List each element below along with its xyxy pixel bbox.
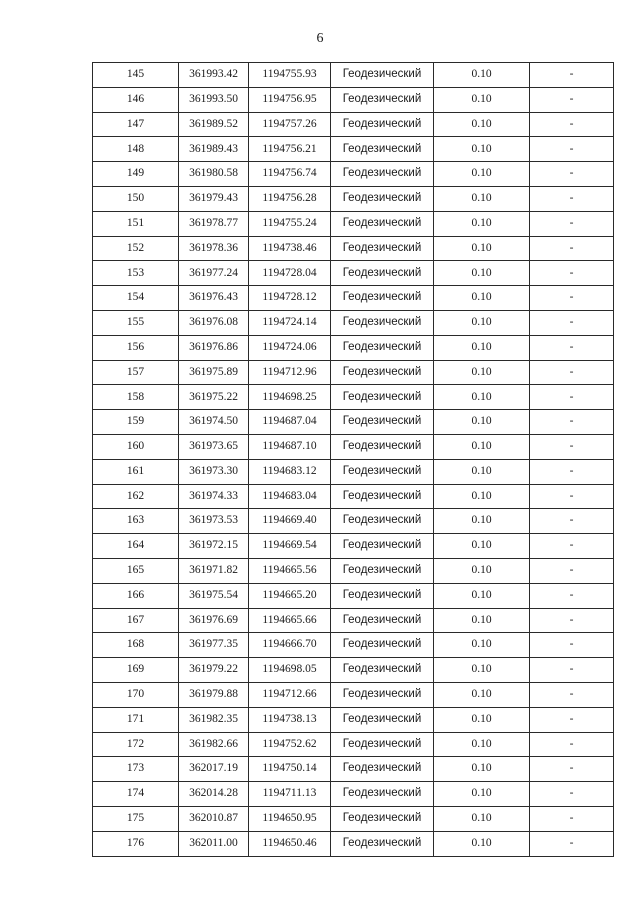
method-cell: Геодезический [331, 732, 434, 757]
table-row [93, 682, 614, 707]
point-number-cell: 157 [93, 360, 179, 385]
table-row [93, 360, 614, 385]
x-coordinate-cell: 361993.50 [179, 87, 249, 112]
y-coordinate-cell: 1194728.12 [249, 286, 331, 311]
table-row [93, 459, 614, 484]
table-row [93, 186, 614, 211]
x-coordinate-cell: 361973.53 [179, 509, 249, 534]
y-coordinate-cell: 1194650.46 [249, 831, 331, 856]
accuracy-cell: 0.10 [434, 732, 530, 757]
point-number-cell: 152 [93, 236, 179, 261]
y-coordinate-cell: 1194711.13 [249, 782, 331, 807]
note-cell: - [530, 682, 614, 707]
accuracy-cell: 0.10 [434, 162, 530, 187]
table-row [93, 633, 614, 658]
method-cell: Геодезический [331, 558, 434, 583]
y-coordinate-cell: 1194738.13 [249, 707, 331, 732]
note-cell: - [530, 286, 614, 311]
y-coordinate-cell: 1194687.10 [249, 434, 331, 459]
table-row [93, 335, 614, 360]
y-coordinate-cell: 1194756.28 [249, 186, 331, 211]
note-cell: - [530, 732, 614, 757]
method-cell: Геодезический [331, 707, 434, 732]
y-coordinate-cell: 1194728.04 [249, 261, 331, 286]
table-row [93, 732, 614, 757]
method-cell: Геодезический [331, 410, 434, 435]
method-cell: Геодезический [331, 434, 434, 459]
note-cell: - [530, 534, 614, 559]
accuracy-cell: 0.10 [434, 558, 530, 583]
accuracy-cell: 0.10 [434, 707, 530, 732]
x-coordinate-cell: 361974.50 [179, 410, 249, 435]
point-number-cell: 146 [93, 87, 179, 112]
accuracy-cell: 0.10 [434, 806, 530, 831]
point-number-cell: 155 [93, 310, 179, 335]
x-coordinate-cell: 361993.42 [179, 63, 249, 88]
method-cell: Геодезический [331, 162, 434, 187]
x-coordinate-cell: 361976.69 [179, 608, 249, 633]
y-coordinate-cell: 1194738.46 [249, 236, 331, 261]
point-number-cell: 150 [93, 186, 179, 211]
table-row [93, 162, 614, 187]
x-coordinate-cell: 361973.65 [179, 434, 249, 459]
note-cell: - [530, 360, 614, 385]
x-coordinate-cell: 361982.35 [179, 707, 249, 732]
table-row [93, 583, 614, 608]
point-number-cell: 170 [93, 682, 179, 707]
x-coordinate-cell: 362010.87 [179, 806, 249, 831]
x-coordinate-cell: 361975.89 [179, 360, 249, 385]
point-number-cell: 159 [93, 410, 179, 435]
method-cell: Геодезический [331, 335, 434, 360]
coordinates-table-body [93, 63, 614, 857]
note-cell: - [530, 757, 614, 782]
point-number-cell: 176 [93, 831, 179, 856]
table-row [93, 534, 614, 559]
y-coordinate-cell: 1194750.14 [249, 757, 331, 782]
x-coordinate-cell: 361976.08 [179, 310, 249, 335]
note-cell: - [530, 211, 614, 236]
x-coordinate-cell: 361982.66 [179, 732, 249, 757]
table-row [93, 236, 614, 261]
point-number-cell: 167 [93, 608, 179, 633]
table-row [93, 112, 614, 137]
point-number-cell: 154 [93, 286, 179, 311]
x-coordinate-cell: 361978.36 [179, 236, 249, 261]
x-coordinate-cell: 361976.43 [179, 286, 249, 311]
y-coordinate-cell: 1194724.06 [249, 335, 331, 360]
table-row [93, 782, 614, 807]
note-cell: - [530, 310, 614, 335]
table-row [93, 286, 614, 311]
table-row [93, 806, 614, 831]
method-cell: Геодезический [331, 137, 434, 162]
x-coordinate-cell: 361989.52 [179, 112, 249, 137]
point-number-cell: 158 [93, 385, 179, 410]
note-cell: - [530, 63, 614, 88]
note-cell: - [530, 137, 614, 162]
x-coordinate-cell: 361978.77 [179, 211, 249, 236]
method-cell: Геодезический [331, 186, 434, 211]
table-row [93, 137, 614, 162]
note-cell: - [530, 410, 614, 435]
table-row [93, 608, 614, 633]
accuracy-cell: 0.10 [434, 410, 530, 435]
method-cell: Геодезический [331, 682, 434, 707]
method-cell: Геодезический [331, 211, 434, 236]
method-cell: Геодезический [331, 509, 434, 534]
accuracy-cell: 0.10 [434, 87, 530, 112]
x-coordinate-cell: 361973.30 [179, 459, 249, 484]
method-cell: Геодезический [331, 112, 434, 137]
method-cell: Геодезический [331, 385, 434, 410]
accuracy-cell: 0.10 [434, 286, 530, 311]
x-coordinate-cell: 361977.35 [179, 633, 249, 658]
method-cell: Геодезический [331, 608, 434, 633]
point-number-cell: 168 [93, 633, 179, 658]
point-number-cell: 145 [93, 63, 179, 88]
y-coordinate-cell: 1194755.93 [249, 63, 331, 88]
method-cell: Геодезический [331, 782, 434, 807]
accuracy-cell: 0.10 [434, 186, 530, 211]
note-cell: - [530, 162, 614, 187]
y-coordinate-cell: 1194698.25 [249, 385, 331, 410]
page-number: 6 [316, 31, 324, 46]
note-cell: - [530, 608, 614, 633]
method-cell: Геодезический [331, 360, 434, 385]
note-cell: - [530, 583, 614, 608]
method-cell: Геодезический [331, 286, 434, 311]
point-number-cell: 147 [93, 112, 179, 137]
note-cell: - [530, 782, 614, 807]
x-coordinate-cell: 361971.82 [179, 558, 249, 583]
accuracy-cell: 0.10 [434, 484, 530, 509]
y-coordinate-cell: 1194755.24 [249, 211, 331, 236]
table-row [93, 87, 614, 112]
note-cell: - [530, 633, 614, 658]
point-number-cell: 160 [93, 434, 179, 459]
accuracy-cell: 0.10 [434, 757, 530, 782]
method-cell: Геодезический [331, 236, 434, 261]
note-cell: - [530, 385, 614, 410]
accuracy-cell: 0.10 [434, 534, 530, 559]
method-cell: Геодезический [331, 831, 434, 856]
method-cell: Геодезический [331, 806, 434, 831]
note-cell: - [530, 484, 614, 509]
note-cell: - [530, 261, 614, 286]
note-cell: - [530, 558, 614, 583]
method-cell: Геодезический [331, 63, 434, 88]
accuracy-cell: 0.10 [434, 782, 530, 807]
x-coordinate-cell: 361972.15 [179, 534, 249, 559]
y-coordinate-cell: 1194756.21 [249, 137, 331, 162]
accuracy-cell: 0.10 [434, 385, 530, 410]
note-cell: - [530, 236, 614, 261]
table-row [93, 410, 614, 435]
point-number-cell: 164 [93, 534, 179, 559]
y-coordinate-cell: 1194683.12 [249, 459, 331, 484]
note-cell: - [530, 459, 614, 484]
y-coordinate-cell: 1194752.62 [249, 732, 331, 757]
x-coordinate-cell: 362011.00 [179, 831, 249, 856]
y-coordinate-cell: 1194650.95 [249, 806, 331, 831]
accuracy-cell: 0.10 [434, 137, 530, 162]
accuracy-cell: 0.10 [434, 434, 530, 459]
table-row [93, 658, 614, 683]
point-number-cell: 162 [93, 484, 179, 509]
accuracy-cell: 0.10 [434, 583, 530, 608]
point-number-cell: 175 [93, 806, 179, 831]
note-cell: - [530, 87, 614, 112]
accuracy-cell: 0.10 [434, 509, 530, 534]
y-coordinate-cell: 1194757.26 [249, 112, 331, 137]
y-coordinate-cell: 1194683.04 [249, 484, 331, 509]
y-coordinate-cell: 1194665.56 [249, 558, 331, 583]
x-coordinate-cell: 362017.19 [179, 757, 249, 782]
table-row [93, 831, 614, 856]
y-coordinate-cell: 1194665.20 [249, 583, 331, 608]
x-coordinate-cell: 361977.24 [179, 261, 249, 286]
accuracy-cell: 0.10 [434, 608, 530, 633]
table-row [93, 509, 614, 534]
note-cell: - [530, 509, 614, 534]
accuracy-cell: 0.10 [434, 261, 530, 286]
accuracy-cell: 0.10 [434, 831, 530, 856]
method-cell: Геодезический [331, 484, 434, 509]
method-cell: Геодезический [331, 534, 434, 559]
point-number-cell: 172 [93, 732, 179, 757]
method-cell: Геодезический [331, 87, 434, 112]
point-number-cell: 153 [93, 261, 179, 286]
x-coordinate-cell: 361979.88 [179, 682, 249, 707]
y-coordinate-cell: 1194687.04 [249, 410, 331, 435]
x-coordinate-cell: 361976.86 [179, 335, 249, 360]
y-coordinate-cell: 1194712.96 [249, 360, 331, 385]
point-number-cell: 148 [93, 137, 179, 162]
point-number-cell: 165 [93, 558, 179, 583]
method-cell: Геодезический [331, 658, 434, 683]
point-number-cell: 151 [93, 211, 179, 236]
y-coordinate-cell: 1194712.66 [249, 682, 331, 707]
table-row [93, 63, 614, 88]
accuracy-cell: 0.10 [434, 633, 530, 658]
x-coordinate-cell: 361974.33 [179, 484, 249, 509]
note-cell: - [530, 831, 614, 856]
point-number-cell: 169 [93, 658, 179, 683]
accuracy-cell: 0.10 [434, 112, 530, 137]
y-coordinate-cell: 1194724.14 [249, 310, 331, 335]
table-row [93, 310, 614, 335]
y-coordinate-cell: 1194756.74 [249, 162, 331, 187]
accuracy-cell: 0.10 [434, 658, 530, 683]
point-number-cell: 149 [93, 162, 179, 187]
note-cell: - [530, 112, 614, 137]
table-row [93, 434, 614, 459]
note-cell: - [530, 707, 614, 732]
table-row [93, 261, 614, 286]
accuracy-cell: 0.10 [434, 335, 530, 360]
point-number-cell: 171 [93, 707, 179, 732]
accuracy-cell: 0.10 [434, 236, 530, 261]
table-row [93, 707, 614, 732]
method-cell: Геодезический [331, 583, 434, 608]
x-coordinate-cell: 362014.28 [179, 782, 249, 807]
accuracy-cell: 0.10 [434, 360, 530, 385]
point-number-cell: 161 [93, 459, 179, 484]
y-coordinate-cell: 1194698.05 [249, 658, 331, 683]
x-coordinate-cell: 361980.58 [179, 162, 249, 187]
accuracy-cell: 0.10 [434, 682, 530, 707]
method-cell: Геодезический [331, 757, 434, 782]
point-number-cell: 163 [93, 509, 179, 534]
note-cell: - [530, 186, 614, 211]
table-row [93, 558, 614, 583]
coordinates-table [92, 62, 614, 857]
note-cell: - [530, 658, 614, 683]
y-coordinate-cell: 1194756.95 [249, 87, 331, 112]
y-coordinate-cell: 1194665.66 [249, 608, 331, 633]
x-coordinate-cell: 361975.54 [179, 583, 249, 608]
y-coordinate-cell: 1194669.54 [249, 534, 331, 559]
method-cell: Геодезический [331, 310, 434, 335]
method-cell: Геодезический [331, 261, 434, 286]
point-number-cell: 173 [93, 757, 179, 782]
note-cell: - [530, 806, 614, 831]
note-cell: - [530, 335, 614, 360]
accuracy-cell: 0.10 [434, 63, 530, 88]
y-coordinate-cell: 1194669.40 [249, 509, 331, 534]
point-number-cell: 174 [93, 782, 179, 807]
y-coordinate-cell: 1194666.70 [249, 633, 331, 658]
x-coordinate-cell: 361975.22 [179, 385, 249, 410]
table-row [93, 484, 614, 509]
table-row [93, 211, 614, 236]
note-cell: - [530, 434, 614, 459]
x-coordinate-cell: 361979.22 [179, 658, 249, 683]
accuracy-cell: 0.10 [434, 211, 530, 236]
point-number-cell: 166 [93, 583, 179, 608]
table-row [93, 757, 614, 782]
x-coordinate-cell: 361979.43 [179, 186, 249, 211]
method-cell: Геодезический [331, 459, 434, 484]
x-coordinate-cell: 361989.43 [179, 137, 249, 162]
method-cell: Геодезический [331, 633, 434, 658]
point-number-cell: 156 [93, 335, 179, 360]
table-row [93, 385, 614, 410]
accuracy-cell: 0.10 [434, 459, 530, 484]
accuracy-cell: 0.10 [434, 310, 530, 335]
